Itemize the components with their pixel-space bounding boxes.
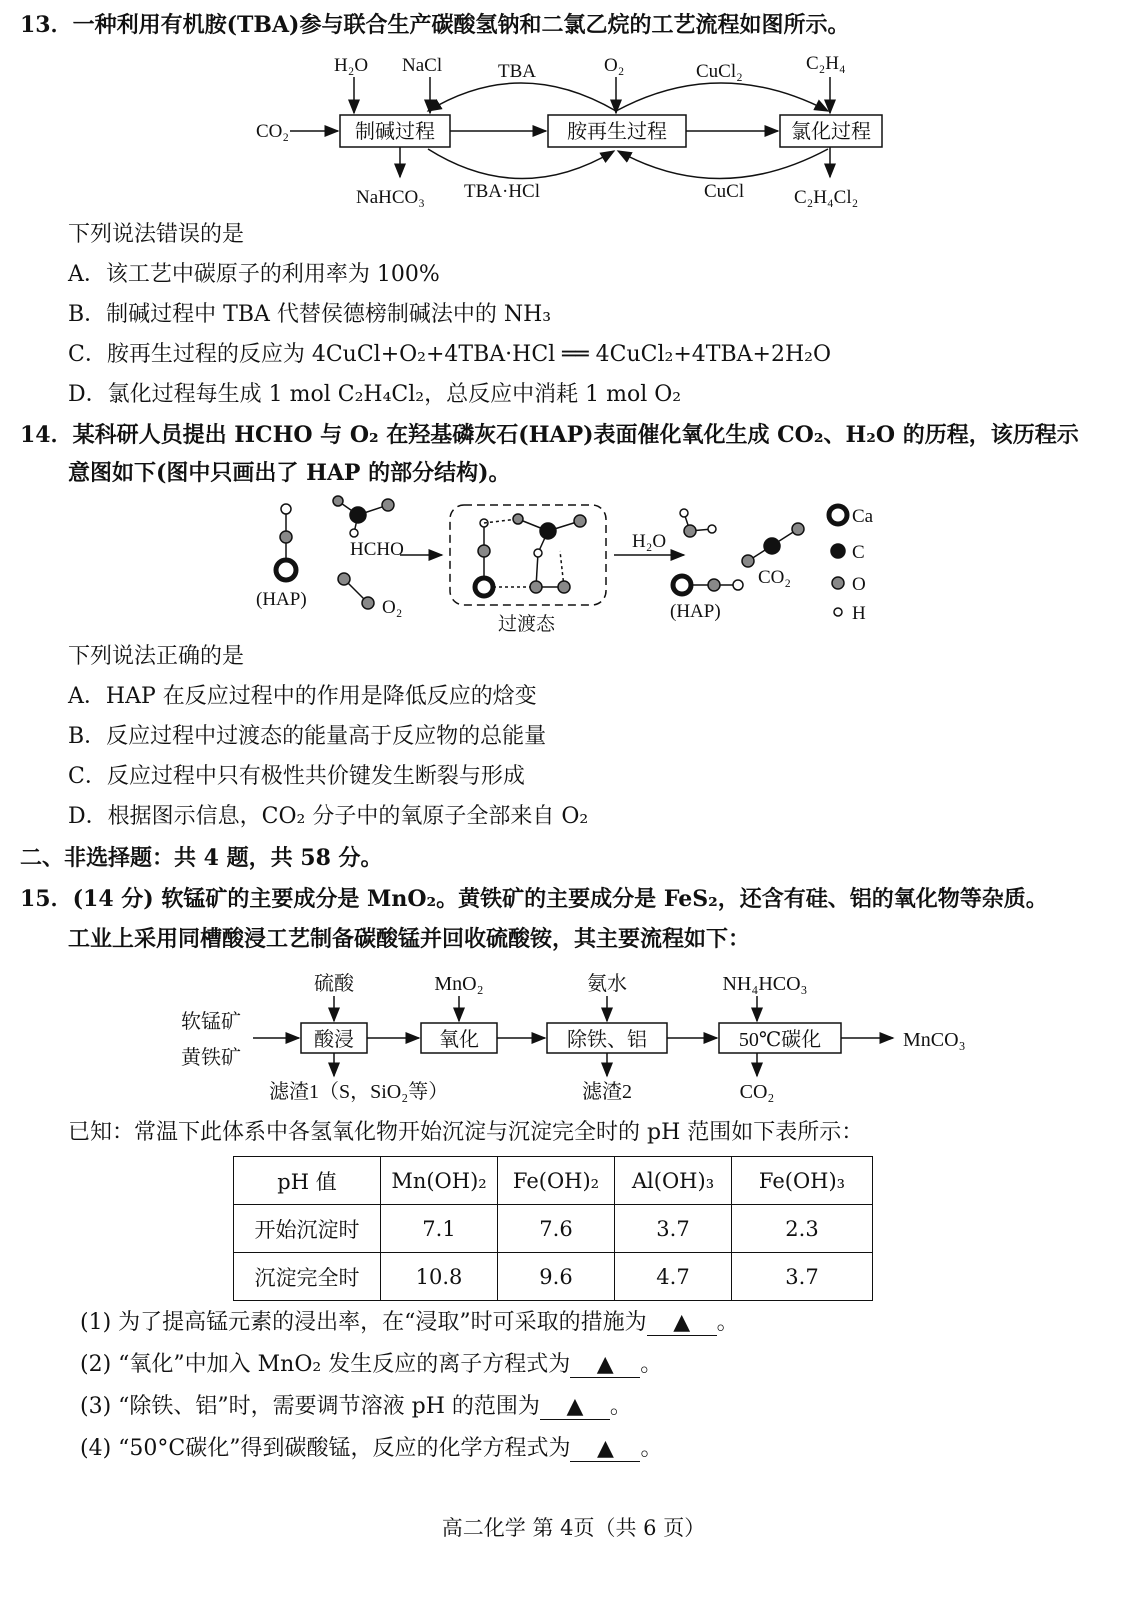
legend-h: H <box>852 603 866 624</box>
label-transition: 过渡态 <box>498 614 556 635</box>
label-o2: O₂ <box>604 55 625 76</box>
label-hcho: HCHO <box>350 539 404 560</box>
q13-question: 下列说法错误的是 <box>68 222 245 247</box>
sub-text: (4) “50°C碳化”得到碳酸锰，反应的化学方程式为 <box>80 1436 571 1461</box>
q14-option-a: A．HAP 在反应过程中的作用是降低反应的焓变 <box>68 684 537 709</box>
sub-tail: 。 <box>640 1436 663 1461</box>
label-co2: CO₂ <box>256 121 290 142</box>
label-cucl: CuCl <box>704 181 745 202</box>
q14-option-d: D．根据图示信息，CO₂ 分子中的氧原子全部来自 O₂ <box>68 804 589 829</box>
label-cucl2: CuCl₂ <box>696 61 743 82</box>
ph-table <box>233 1156 873 1301</box>
label-h2o: H₂O <box>632 531 667 552</box>
q14-stem-line1: 14．某科研人员提出 HCHO 与 O₂ 在羟基磷灰石(HAP)表面催化氧化生成 CO₂、H₂O 的历程，该历程示 <box>20 422 1079 448</box>
table-cell: 10.8 <box>381 1253 498 1301</box>
q15-sub1 <box>80 1308 739 1338</box>
answer-blank[interactable]: ▲ <box>647 1311 717 1336</box>
legend-ca: Ca <box>852 506 874 527</box>
q14-question: 下列说法正确的是 <box>68 644 245 669</box>
table-cell: 9.6 <box>498 1253 615 1301</box>
q13-option-d: D．氯化过程每生成 1 mol C₂H₄Cl₂，总反应中消耗 1 mol O₂ <box>68 382 682 407</box>
q15-stem-line1: 15．(14 分) 软锰矿的主要成分是 MnO₂。黄铁矿的主要成分是 FeS₂，还含有硅、铝的氧化物等杂质。 <box>20 886 1048 912</box>
box-chlor-label: 氯化过程 <box>791 121 871 143</box>
sub-text: (1) 为了提高锰元素的浸出率，在“浸取”时可采取的措施为 <box>80 1310 647 1335</box>
q13-flow-diagram <box>250 45 900 215</box>
q15-sub3 <box>80 1392 632 1422</box>
bottom-residue2: 滤渣2 <box>582 1081 632 1103</box>
table-cell: 开始沉淀时 <box>234 1205 381 1253</box>
answer-blank[interactable]: ▲ <box>570 1353 640 1378</box>
bottom-co2: CO₂ <box>739 1081 775 1103</box>
q15-stem-line2: 工业上采用同槽酸浸工艺制备碳酸锰并回收硫酸铵，其主要流程如下： <box>68 926 751 952</box>
label-hap-right: (HAP) <box>670 601 721 622</box>
product-mnco3: MnCO₃ <box>903 1029 966 1051</box>
label-tbahcl: TBA·HCl <box>464 181 540 202</box>
label-hap-left: (HAP) <box>256 589 307 610</box>
top-mno2: MnO₂ <box>434 973 484 995</box>
input-pyrite: 黄铁矿 <box>181 1047 241 1069</box>
table-cell: 3.7 <box>615 1205 732 1253</box>
sub-tail: 。 <box>640 1352 663 1377</box>
label-co2: CO₂ <box>758 567 792 588</box>
label-nacl: NaCl <box>402 55 443 76</box>
bottom-residue1: 滤渣1（S，SiO₂等） <box>269 1081 449 1103</box>
box-acid-leach: 酸浸 <box>314 1029 354 1051</box>
box-remove-fe-al: 除铁、铝 <box>567 1029 647 1051</box>
input-pyrolusite: 软锰矿 <box>181 1011 241 1033</box>
q14-option-b: B．反应过程中过渡态的能量高于反应物的总能量 <box>68 724 547 749</box>
table-header: Al(OH)₃ <box>615 1157 732 1205</box>
table-cell: 沉淀完全时 <box>234 1253 381 1301</box>
section-heading: 二、非选择题：共 4 题，共 58 分。 <box>20 845 383 871</box>
q13-stem: 13．一种利用有机胺(TBA)参与联合生产碳酸氢钠和二氯乙烷的工艺流程如图所示。 <box>20 12 850 38</box>
answer-blank[interactable]: ▲ <box>570 1437 640 1462</box>
answer-blank[interactable]: ▲ <box>540 1395 610 1420</box>
table-header: Fe(OH)₃ <box>732 1157 873 1205</box>
top-ammonia: 氨水 <box>587 973 627 995</box>
sub-tail: 。 <box>716 1310 739 1335</box>
label-c2h4: C₂H₄ <box>806 53 846 74</box>
q15-sub4 <box>80 1434 663 1464</box>
table-header: Fe(OH)₂ <box>498 1157 615 1205</box>
table-cell: 3.7 <box>732 1253 873 1301</box>
label-c2h4cl2: C₂H₄Cl₂ <box>794 187 859 208</box>
q14-option-c: C．反应过程中只有极性共价键发生断裂与形成 <box>68 764 525 789</box>
label-tba: TBA <box>498 61 536 82</box>
sub-text: (2) “氧化”中加入 MnO₂ 发生反应的离子方程式为 <box>80 1352 571 1377</box>
table-cell: 7.1 <box>381 1205 498 1253</box>
table-header: pH 值 <box>234 1157 381 1205</box>
table-row <box>234 1253 873 1301</box>
q13-option-b: B．制碱过程中 TBA 代替侯德榜制碱法中的 NH₃ <box>68 302 552 327</box>
label-o2: O₂ <box>382 597 403 618</box>
page-footer: 高二化学 第 4页（共 6 页） <box>441 1516 706 1540</box>
box-oxidation: 氧化 <box>439 1029 479 1051</box>
q13-option-a: A．该工艺中碳原子的利用率为 100% <box>68 262 440 287</box>
table-cell: 4.7 <box>615 1253 732 1301</box>
table-header-row <box>234 1157 873 1205</box>
sub-text: (3) “除铁、铝”时，需要调节溶液 pH 的范围为 <box>80 1394 540 1419</box>
q14-stem-line2: 意图如下(图中只画出了 HAP 的部分结构)。 <box>68 460 511 486</box>
label-h2o: H₂O <box>334 55 369 76</box>
table-cell: 2.3 <box>732 1205 873 1253</box>
top-sulfuric-acid: 硫酸 <box>314 973 354 995</box>
table-header: Mn(OH)₂ <box>381 1157 498 1205</box>
legend-c: C <box>852 542 865 563</box>
sub-tail: 。 <box>609 1394 632 1419</box>
label-nahco3: NaHCO₃ <box>356 187 425 208</box>
q15-sub2 <box>80 1350 662 1380</box>
q13-option-c: C．胺再生过程的反应为 4CuCl+O₂+4TBA·HCl ══ 4CuCl₂+4TBA+2H₂O <box>68 342 831 367</box>
table-cell: 7.6 <box>498 1205 615 1253</box>
box-amine-label: 胺再生过程 <box>567 121 667 143</box>
q14-mechanism-diagram <box>250 495 890 640</box>
box-carbonation: 50℃碳化 <box>738 1029 822 1051</box>
box-alkali-label: 制碱过程 <box>355 121 435 143</box>
table-row <box>234 1205 873 1253</box>
top-nh4hco3: NH₄HCO₃ <box>722 973 808 995</box>
q15-flow-diagram <box>175 962 995 1112</box>
legend-o: O <box>852 574 866 595</box>
q15-known: 已知：常温下此体系中各氢氧化物开始沉淀与沉淀完全时的 pH 范围如下表所示： <box>68 1120 864 1145</box>
